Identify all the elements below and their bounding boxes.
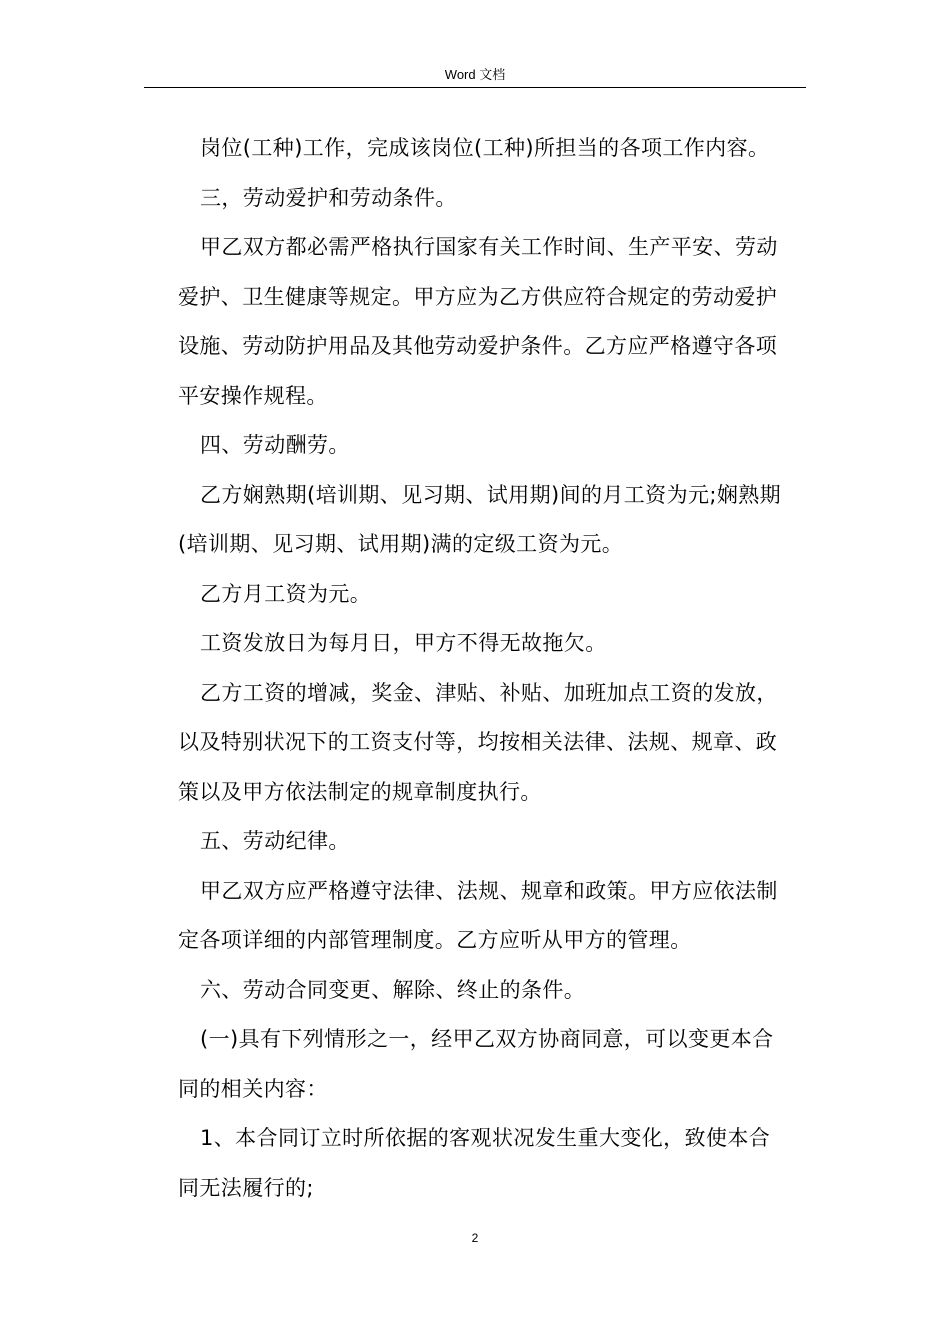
- paragraph: 1、本合同订立时所依据的客观状况发生重大变化，致使本合 同无法履行的;: [178, 1126, 771, 1200]
- section-heading: 四、劳动酬劳。: [200, 433, 350, 457]
- document-body: [178, 124, 808, 1213]
- paragraph: 乙方娴熟期(培训期、见习期、试用期)间的月工资为元;娴熟期 (培训期、见习期、试用期)满的定级工资为元。: [178, 482, 782, 556]
- section-heading: 五、劳动纪律。: [200, 829, 350, 853]
- section-heading: 六、劳动合同变更、解除、终止的条件。: [200, 977, 586, 1002]
- header-rule: [144, 87, 806, 88]
- paragraph: 甲乙双方都必需严格执行国家有关工作时间、生产平安、劳动 爱护、卫生健康等规定。甲方应为乙方供应符合规定的劳动爱护 设施、劳动防护用品及其他劳动爱护条件。乙方应严格遵守各项 平安操作规程。: [178, 235, 778, 408]
- paragraph: 甲乙双方应严格遵守法律、法规、规章和政策。甲方应依法制 定各项详细的内部管理制度。乙方应听从甲方的管理。: [178, 878, 778, 952]
- paragraph: 岗位(工种)工作，完成该岗位(工种)所担当的各项工作内容。: [200, 136, 770, 160]
- page-header: Word 文档: [444, 67, 506, 82]
- page-number: 2: [471, 1231, 479, 1245]
- paragraph: (一)具有下列情形之一，经甲乙双方协商同意，可以变更本合 同的相关内容：: [178, 1027, 774, 1101]
- paragraph: 乙方工资的增减，奖金、津贴、补贴、加班加点工资的发放， 以及特别状况下的工资支付等，均按相关法律、法规、规章、政 策以及甲方依法制定的规章制度执行。: [178, 680, 778, 804]
- section-heading: 三，劳动爱护和劳动条件。: [200, 185, 457, 210]
- paragraph: 乙方月工资为元。: [200, 581, 372, 606]
- paragraph: 工资发放日为每月日，甲方不得无故拖欠。: [200, 631, 607, 655]
